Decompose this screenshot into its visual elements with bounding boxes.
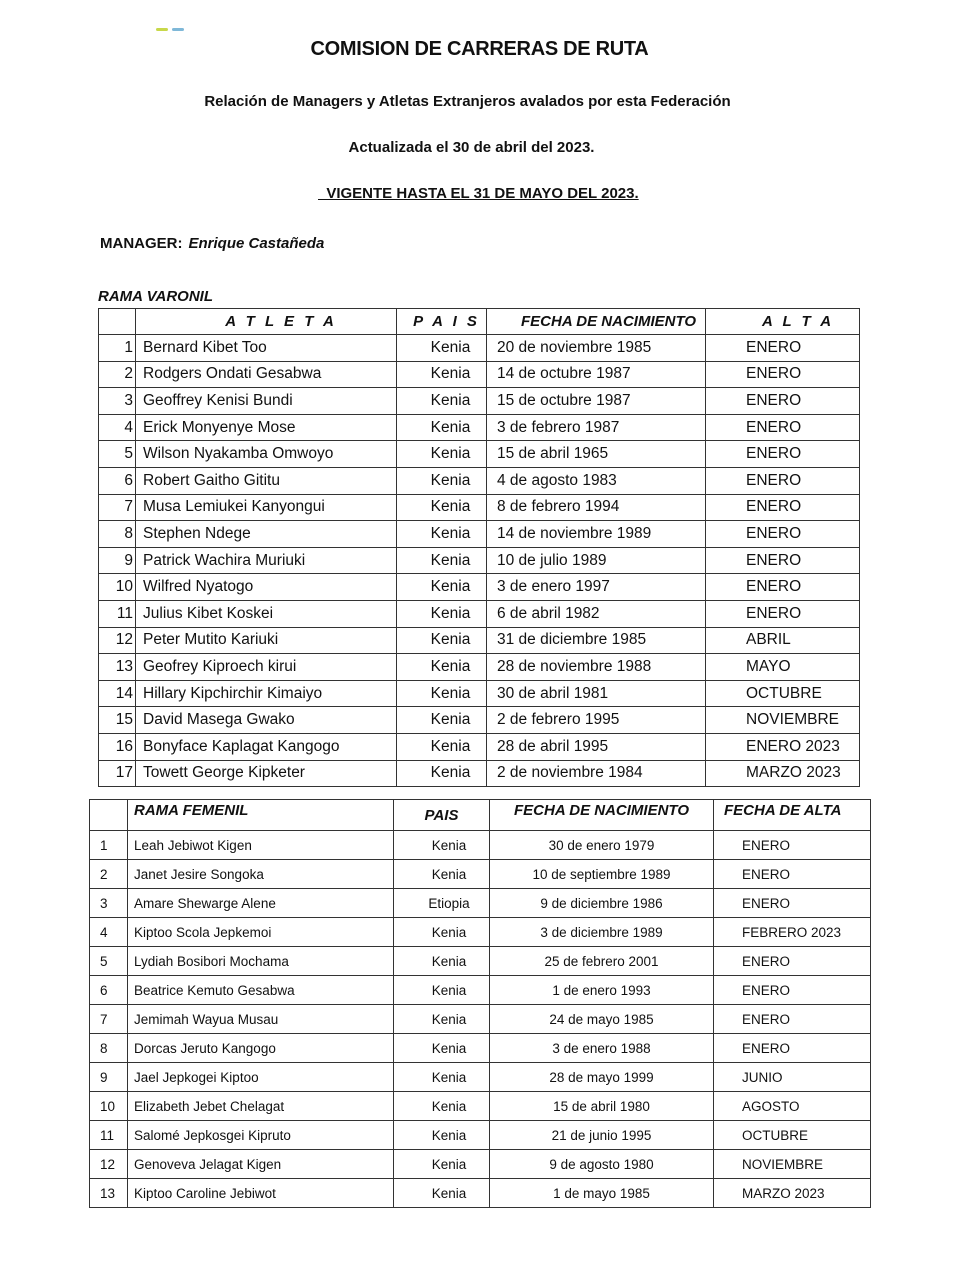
document-title: COMISION DE CARRERAS DE RUTA (310, 38, 649, 60)
country: Kenia (397, 521, 487, 548)
birth-date: 6 de abril 1982 (487, 600, 706, 627)
athlete-name: Julius Kibet Koskei (136, 600, 397, 627)
country: Kenia (397, 654, 487, 681)
registration-month: ABRIL (706, 627, 860, 654)
row-number: 11 (90, 1121, 128, 1150)
country: Kenia (397, 414, 487, 441)
registration-month: ENERO (706, 600, 860, 627)
registration-month: AGOSTO (714, 1092, 871, 1121)
table-row (90, 918, 871, 947)
header-num (99, 309, 136, 335)
birth-date: 14 de noviembre 1989 (487, 521, 706, 548)
birth-date: 15 de abril 1965 (487, 441, 706, 468)
birth-date: 31 de diciembre 1985 (487, 627, 706, 654)
birth-date: 28 de mayo 1999 (490, 1063, 714, 1092)
birth-date: 9 de agosto 1980 (490, 1150, 714, 1179)
table-row (90, 1121, 871, 1150)
men-athletes-table (98, 308, 860, 787)
row-number: 1 (90, 831, 128, 860)
athlete-name: Hillary Kipchirchir Kimaiyo (136, 680, 397, 707)
birth-date: 28 de abril 1995 (487, 733, 706, 760)
athlete-name: Bernard Kibet Too (136, 335, 397, 362)
table-row (99, 441, 860, 468)
country: Kenia (397, 547, 487, 574)
country: Kenia (397, 494, 487, 521)
row-number: 10 (90, 1092, 128, 1121)
header-country: P A I S (397, 309, 487, 335)
country: Kenia (394, 918, 490, 947)
birth-date: 14 de octubre 1987 (487, 361, 706, 388)
birth-date: 10 de julio 1989 (487, 547, 706, 574)
registration-month: ENERO (706, 335, 860, 362)
birth-date: 24 de mayo 1985 (490, 1005, 714, 1034)
athlete-name: David Masega Gwako (136, 707, 397, 734)
row-number: 13 (99, 654, 136, 681)
country: Kenia (394, 860, 490, 889)
table-row (90, 947, 871, 976)
country: Kenia (394, 1092, 490, 1121)
country: Kenia (394, 947, 490, 976)
athlete-name: Rodgers Ondati Gesabwa (136, 361, 397, 388)
country: Kenia (394, 1005, 490, 1034)
validity-notice: VIGENTE HASTA EL 31 DE MAYO DEL 2023. (318, 185, 639, 202)
updated-date: Actualizada el 30 de abril del 2023. (348, 139, 595, 156)
row-number: 8 (90, 1034, 128, 1063)
athlete-name: Beatrice Kemuto Gesabwa (128, 976, 394, 1005)
country: Kenia (397, 388, 487, 415)
registration-month: ENERO (706, 574, 860, 601)
table-row (90, 1150, 871, 1179)
row-number: 15 (99, 707, 136, 734)
table-row (90, 1063, 871, 1092)
registration-month: ENERO (706, 414, 860, 441)
registration-month: ENERO (706, 388, 860, 415)
birth-date: 3 de enero 1997 (487, 574, 706, 601)
birth-date: 3 de diciembre 1989 (490, 918, 714, 947)
women-section-title: RAMA FEMENIL (128, 800, 394, 831)
athlete-name: Jael Jepkogei Kiptoo (128, 1063, 394, 1092)
header-registration: A L T A (706, 309, 860, 335)
athlete-name: Salomé Jepkosgei Kipruto (128, 1121, 394, 1150)
manager-line (100, 235, 324, 252)
country: Kenia (394, 1150, 490, 1179)
athlete-name: Peter Mutito Kariuki (136, 627, 397, 654)
row-number: 17 (99, 760, 136, 787)
table-row (90, 1179, 871, 1208)
registration-month: ENERO (706, 547, 860, 574)
row-number: 6 (99, 467, 136, 494)
table-row (90, 1005, 871, 1034)
table-row (99, 414, 860, 441)
country: Kenia (394, 1034, 490, 1063)
row-number: 10 (99, 574, 136, 601)
table-header-row (90, 800, 871, 831)
registration-month: NOVIEMBRE (714, 1150, 871, 1179)
women-athletes-table (89, 799, 871, 1208)
country: Kenia (394, 976, 490, 1005)
registration-month: ENERO (714, 831, 871, 860)
row-number: 4 (90, 918, 128, 947)
table-row (99, 707, 860, 734)
birth-date: 1 de mayo 1985 (490, 1179, 714, 1208)
country: Kenia (397, 707, 487, 734)
row-number: 12 (90, 1150, 128, 1179)
athlete-name: Dorcas Jeruto Kangogo (128, 1034, 394, 1063)
country: Kenia (397, 441, 487, 468)
table-row (99, 388, 860, 415)
row-number: 5 (99, 441, 136, 468)
birth-date: 3 de enero 1988 (490, 1034, 714, 1063)
row-number: 11 (99, 600, 136, 627)
table-row (90, 1034, 871, 1063)
table-row (90, 1092, 871, 1121)
athlete-name: Wilfred Nyatogo (136, 574, 397, 601)
athlete-name: Erick Monyenye Mose (136, 414, 397, 441)
birth-date: 10 de septiembre 1989 (490, 860, 714, 889)
country: Kenia (394, 1121, 490, 1150)
country: Kenia (397, 361, 487, 388)
row-number: 14 (99, 680, 136, 707)
row-number: 7 (99, 494, 136, 521)
country: Kenia (397, 733, 487, 760)
table-row (99, 627, 860, 654)
country: Kenia (397, 760, 487, 787)
table-row (99, 494, 860, 521)
table-row (90, 860, 871, 889)
table-row (99, 467, 860, 494)
athlete-name: Robert Gaitho Gititu (136, 467, 397, 494)
athlete-name: Geoffrey Kenisi Bundi (136, 388, 397, 415)
table-header-row (99, 309, 860, 335)
registration-month: ENERO (714, 1005, 871, 1034)
registration-month: ENERO (706, 441, 860, 468)
athlete-name: Patrick Wachira Muriuki (136, 547, 397, 574)
table-row (99, 600, 860, 627)
row-number: 5 (90, 947, 128, 976)
athlete-name: Geofrey Kiproech kirui (136, 654, 397, 681)
birth-date: 30 de enero 1979 (490, 831, 714, 860)
table-row (99, 680, 860, 707)
header-country: PAIS (394, 800, 490, 831)
athlete-name: Stephen Ndege (136, 521, 397, 548)
birth-date: 30 de abril 1981 (487, 680, 706, 707)
birth-date: 25 de febrero 2001 (490, 947, 714, 976)
country: Kenia (397, 600, 487, 627)
athlete-name: Kiptoo Caroline Jebiwot (128, 1179, 394, 1208)
registration-month: ENERO (706, 521, 860, 548)
manager-name: Enrique Castañeda (188, 235, 325, 252)
row-number: 2 (90, 860, 128, 889)
country: Kenia (397, 574, 487, 601)
registration-month: ENERO (714, 976, 871, 1005)
birth-date: 15 de abril 1980 (490, 1092, 714, 1121)
row-number: 13 (90, 1179, 128, 1208)
athlete-name: Amare Shewarge Alene (128, 889, 394, 918)
logo-fragment (156, 28, 186, 32)
registration-month: ENERO (714, 1034, 871, 1063)
row-number: 9 (90, 1063, 128, 1092)
table-row (99, 335, 860, 362)
row-number: 2 (99, 361, 136, 388)
country: Kenia (394, 1063, 490, 1092)
birth-date: 4 de agosto 1983 (487, 467, 706, 494)
row-number: 12 (99, 627, 136, 654)
registration-month: ENERO (714, 889, 871, 918)
registration-month: JUNIO (714, 1063, 871, 1092)
country: Kenia (397, 335, 487, 362)
header-num (90, 800, 128, 831)
registration-month: OCTUBRE (714, 1121, 871, 1150)
registration-month: MARZO 2023 (714, 1179, 871, 1208)
row-number: 9 (99, 547, 136, 574)
birth-date: 2 de noviembre 1984 (487, 760, 706, 787)
manager-label: MANAGER: (100, 235, 183, 252)
registration-month: ENERO (714, 860, 871, 889)
country: Kenia (397, 467, 487, 494)
athlete-name: Towett George Kipketer (136, 760, 397, 787)
athlete-name: Lydiah Bosibori Mochama (128, 947, 394, 976)
athlete-name: Elizabeth Jebet Chelagat (128, 1092, 394, 1121)
row-number: 7 (90, 1005, 128, 1034)
document-subtitle: Relación de Managers y Atletas Extranjeros avalados por esta Federación (204, 93, 731, 110)
country: Kenia (394, 1179, 490, 1208)
registration-month: OCTUBRE (706, 680, 860, 707)
registration-month: ENERO (706, 494, 860, 521)
header-birthdate: FECHA DE NACIMIENTO (487, 309, 706, 335)
athlete-name: Musa Lemiukei Kanyongui (136, 494, 397, 521)
header-birthdate: FECHA DE NACIMIENTO (490, 800, 714, 831)
registration-month: FEBRERO 2023 (714, 918, 871, 947)
birth-date: 2 de febrero 1995 (487, 707, 706, 734)
birth-date: 9 de diciembre 1986 (490, 889, 714, 918)
birth-date: 8 de febrero 1994 (487, 494, 706, 521)
birth-date: 3 de febrero 1987 (487, 414, 706, 441)
row-number: 1 (99, 335, 136, 362)
table-row (99, 574, 860, 601)
athlete-name: Jemimah Wayua Musau (128, 1005, 394, 1034)
registration-month: MARZO 2023 (706, 760, 860, 787)
row-number: 3 (90, 889, 128, 918)
birth-date: 15 de octubre 1987 (487, 388, 706, 415)
men-section-title: RAMA VARONIL (98, 288, 213, 305)
country: Kenia (394, 831, 490, 860)
table-row (90, 976, 871, 1005)
row-number: 16 (99, 733, 136, 760)
row-number: 6 (90, 976, 128, 1005)
row-number: 8 (99, 521, 136, 548)
table-row (99, 547, 860, 574)
birth-date: 20 de noviembre 1985 (487, 335, 706, 362)
birth-date: 21 de junio 1995 (490, 1121, 714, 1150)
table-row (99, 760, 860, 787)
row-number: 4 (99, 414, 136, 441)
header-athlete: A T L E T A (136, 309, 397, 335)
country: Kenia (397, 680, 487, 707)
birth-date: 1 de enero 1993 (490, 976, 714, 1005)
athlete-name: Leah Jebiwot Kigen (128, 831, 394, 860)
athlete-name: Genoveva Jelagat Kigen (128, 1150, 394, 1179)
registration-month: MAYO (706, 654, 860, 681)
athlete-name: Kiptoo Scola Jepkemoi (128, 918, 394, 947)
registration-month: ENERO 2023 (706, 733, 860, 760)
athlete-name: Bonyface Kaplagat Kangogo (136, 733, 397, 760)
table-row (90, 889, 871, 918)
table-row (99, 361, 860, 388)
header-registration: FECHA DE ALTA (714, 800, 871, 831)
registration-month: ENERO (706, 467, 860, 494)
athlete-name: Wilson Nyakamba Omwoyo (136, 441, 397, 468)
athlete-name: Janet Jesire Songoka (128, 860, 394, 889)
country: Etiopia (394, 889, 490, 918)
table-row (99, 654, 860, 681)
registration-month: NOVIEMBRE (706, 707, 860, 734)
birth-date: 28 de noviembre 1988 (487, 654, 706, 681)
table-row (99, 733, 860, 760)
registration-month: ENERO (714, 947, 871, 976)
row-number: 3 (99, 388, 136, 415)
table-row (90, 831, 871, 860)
country: Kenia (397, 627, 487, 654)
registration-month: ENERO (706, 361, 860, 388)
table-row (99, 521, 860, 548)
